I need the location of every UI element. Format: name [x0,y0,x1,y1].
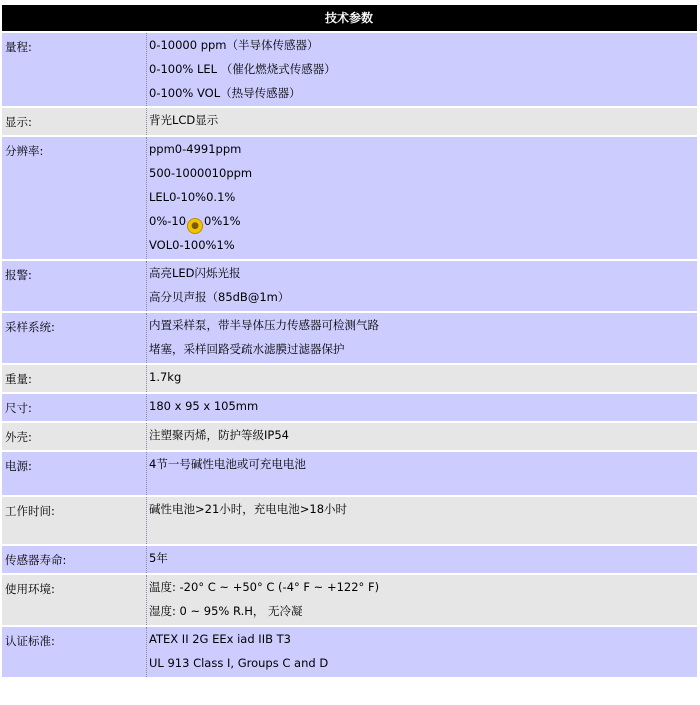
table-row-weight [2,365,697,392]
row-value-line: 湿度: 0 ~ 95% R.H， 无冷凝 [149,604,303,618]
row-value-line: 500-1000010ppm [149,166,253,180]
table-row-alarm [2,261,697,311]
row-label: 重量: [5,372,32,386]
row-value-line: ATEX II 2G EEx iad IIB T3 [149,632,291,646]
row-value-text: 0%1% [204,214,241,228]
row-label: 分辨率: [5,144,44,158]
row-value-line [149,209,697,233]
row-value-line: 180 x 95 x 105mm [149,399,259,413]
table-header-row [2,5,697,31]
row-value-text: 0%-10 [149,214,187,228]
row-value-line: 4节一号碱性电池或可充电电池 [149,457,306,471]
table-row-runtime [2,497,697,544]
row-label: 工作时间: [5,504,55,518]
row-value-line: 0-10000 ppm（半导体传感器） [149,38,319,52]
spec-table [2,3,697,679]
row-label: 电源: [5,459,32,473]
table-row-sampling [2,313,697,363]
row-value-line: 0-100% LEL （催化燃烧式传感器） [149,62,336,76]
table-row-display [2,108,697,135]
row-value-line: 背光LCD显示 [149,113,219,127]
row-value-line: 碱性电池>21小时，充电电池>18小时 [149,502,348,516]
table-row-sensor-life [2,546,697,573]
table-row-environment [2,575,697,625]
row-value-line: ppm0-4991ppm [149,142,242,156]
row-label: 量程: [5,40,32,54]
row-value-line: 0-100% VOL（热导传感器） [149,86,301,100]
row-label: 传感器寿命: [5,553,67,567]
table-title: 技术参数 [2,5,697,31]
row-label: 显示: [5,115,32,129]
row-value-line: 5年 [149,551,168,565]
row-value-line: 1.7kg [149,370,182,384]
table-row-certification [2,627,697,677]
row-label: 报警: [5,268,32,282]
row-value-line: 高亮LED闪烁光报 [149,266,241,280]
row-label: 尺寸: [5,401,32,415]
row-value-line: UL 913 Class I, Groups C and D [149,656,329,670]
row-value-line: 内置采样泵，带半导体压力传感器可检测气路 [149,318,379,332]
table-row-resolution [2,137,697,259]
row-value-line: 温度: -20° C ~ +50° C (-4° F ~ +122° F) [149,580,380,594]
row-value-line: LEL0-10%0.1% [149,190,236,204]
row-value-line: 堵塞，采样回路受疏水滤膜过滤器保护 [149,342,345,356]
row-value-line: 高分贝声报（85dB@1m） [149,290,290,304]
table-row-range [2,33,697,106]
row-label: 认证标准: [5,634,55,648]
row-value-line: 注塑聚丙烯，防护等级IP54 [149,428,289,442]
row-label: 采样系统: [5,320,55,334]
table-row-size [2,394,697,421]
row-value-line: VOL0-100%1% [149,238,235,252]
gold-badge-icon: ● [187,218,203,234]
table-row-power [2,452,697,495]
table-row-housing [2,423,697,450]
row-label: 外壳: [5,430,32,444]
row-label: 使用环境: [5,582,55,596]
